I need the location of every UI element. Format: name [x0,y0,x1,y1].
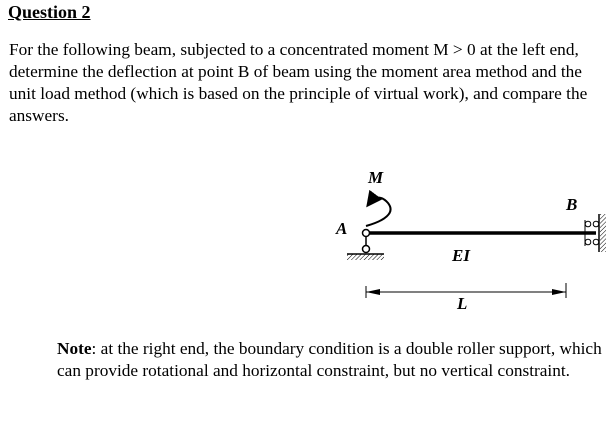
question-heading: Question 2 [8,2,91,22]
moment-arrow [366,198,391,227]
point-b-label: B [566,195,578,214]
moment-label: M [368,168,384,187]
stiffness-label: EI [452,246,470,265]
question-text: For the following beam, subjected to a concentrated moment M > 0 at the left end, determine the deflection at point B of beam using the moment area method and the unit load method (which is based on the principle of virtual work), and compare the answers. [9,40,588,125]
note-text: : at the right end, the boundary condition is a double roller support, which can provide rotational and horizontal constraint, but no vertical constraint. [57,339,602,380]
note-paragraph [57,338,609,382]
note-prefix: Note [57,339,92,358]
point-a-label: A [336,219,348,238]
length-label: L [457,294,468,313]
